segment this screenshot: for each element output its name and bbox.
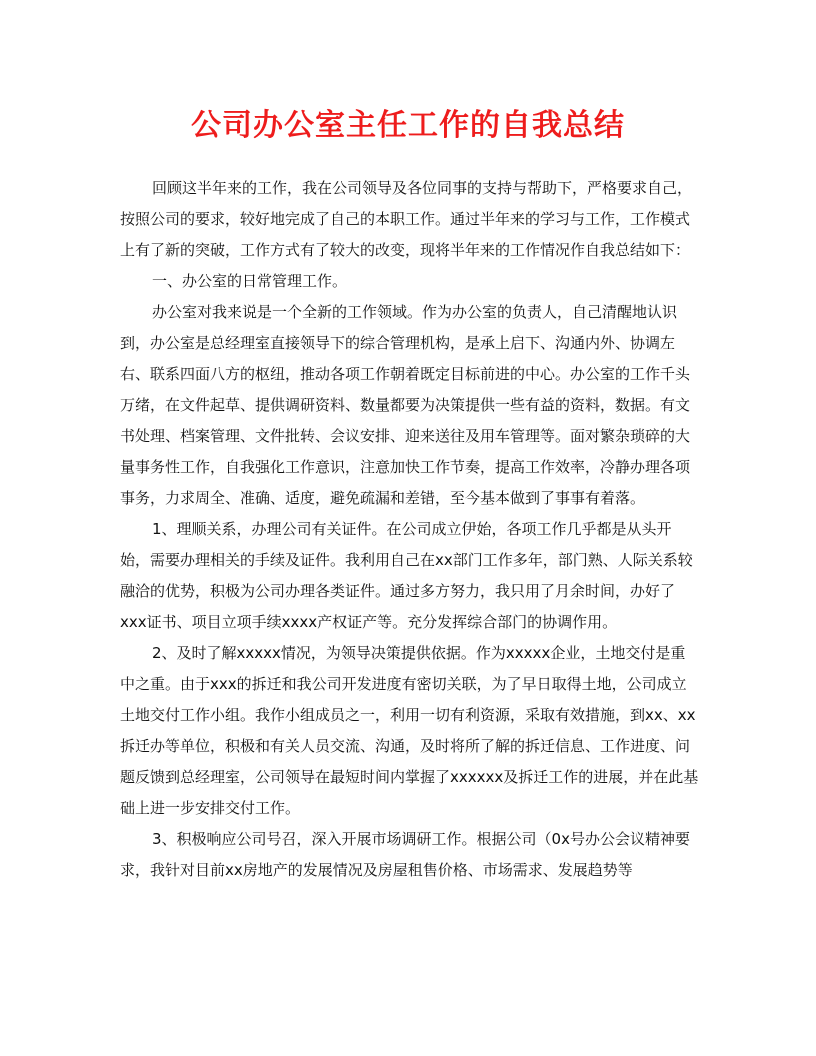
section-heading-daily-management: 一、办公室的日常管理工作。 [152, 272, 348, 290]
paragraph-item-3: 3、积极响应公司号召，深入开展市场调研工作。根据公司（0x号办公会议精神要求，我针对目前xx房地产的发展情况及房屋租售价格、市场需求、发展趋势等 [120, 830, 690, 879]
document-title: 公司办公室主任工作的自我总结 [191, 108, 625, 143]
paragraph-office-role: 办公室对我来说是一个全新的工作领域。作为办公室的负责人，自己清醒地认识到，办公室是总经理室直接领导下的综合管理机构，是承上启下、沟通内外、协调左右、联系四面八方的枢纽，推动各项工作朝着既定目标前进的中心。办公室的工作千头万绪，在文件起草、提供调研资料、数量都要为决策提供一些有益的资料，数据。有文书处理、档案管理、文件批转、会议安排、迎来送往及用车管理等。面对繁杂琐碎的大量事务性工作，自我强化工作意识，注意加快工作节奏，提高工作效率，冷静办理各项事务，力求周全、准确、适度，避免疏漏和差错，至今基本做到了事事有着落。 [120, 303, 691, 507]
document-body [120, 173, 700, 886]
paragraph-item-2: 2、及时了解xxxxx情况，为领导决策提供依据。作为xxxxx企业，土地交付是重中之重。由于xxx的拆迁和我公司开发进度有密切关联，为了早日取得土地，公司成立土地交付工作小组。我作小组成员之一，利用一切有利资源，采取有效措施，到xx、xx拆迁办等单位，积极和有关人员交流、沟通，及时将所了解的拆迁信息、工作进度、问题反馈到总经理室，公司领导在最短时间内掌握了xxxxxx及拆迁工作的进展，并在此基础上进一步安排交付工作。 [120, 644, 699, 817]
paragraph-intro: 回顾这半年来的工作，我在公司领导及各位同事的支持与帮助下，严格要求自己，按照公司的要求，较好地完成了自己的本职工作。通过半年来的学习与工作，工作模式上有了新的突破，工作方式有了较大的改变，现将半年来的工作情况作自我总结如下： [120, 179, 693, 259]
paragraph-item-1: 1、理顺关系，办理公司有关证件。在公司成立伊始，各项工作几乎都是从头开始，需要办理相关的手续及证件。我利用自己在xx部门工作多年，部门熟、人际关系较融洽的优势，积极为公司办理各类证件。通过多方努力，我只用了月余时间，办好了xxx证书、项目立项手续xxxx产权证产等。充分发挥综合部门的协调作用。 [120, 520, 693, 631]
